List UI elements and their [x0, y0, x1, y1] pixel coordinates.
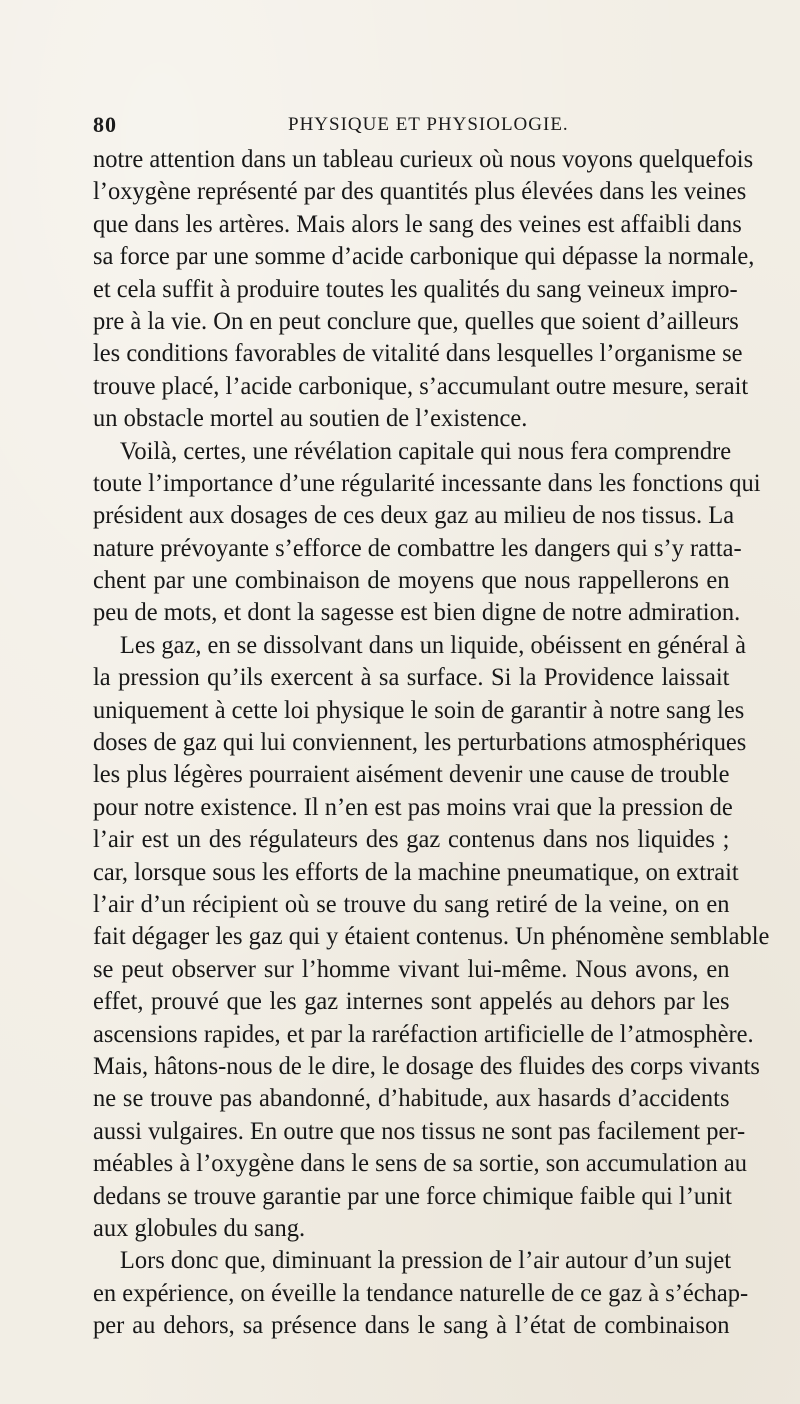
- text-line: Les gaz, en se dissolvant dans un liquide, obéissent en général à: [119, 629, 746, 659]
- text-line: l’air est un des régulateurs des gaz contenus dans nos liquides ;: [93, 824, 730, 854]
- page-number: 80: [93, 112, 117, 137]
- text-line: aux globules du sang.: [93, 1212, 306, 1242]
- running-head: [93, 112, 753, 142]
- text-line: se peut observer sur l’homme vivant lui-même. Nous avons, en: [93, 953, 730, 983]
- text-line: que dans les artères. Mais alors le sang des veines est affaibli dans: [93, 208, 742, 238]
- text-line: peu de mots, et dont la sagesse est bien digne de notre admiration.: [93, 597, 741, 627]
- text-line: les conditions favorables de vitalité dans lesquelles l’organisme se: [93, 338, 743, 368]
- text-line: Lors donc que, diminuant la pression de l’air autour d’un sujet: [119, 1245, 732, 1275]
- paragraph: [93, 435, 761, 629]
- text-line: trouve placé, l’acide carbonique, s’accumulant outre mesure, serait: [93, 370, 749, 400]
- text-line: Voilà, certes, une révélation capitale qui nous fera comprendre: [119, 435, 732, 465]
- text-line: pre à la vie. On en peut conclure que, quelles que soient d’ailleurs: [93, 305, 739, 335]
- text-line: dedans se trouve garantie par une force chimique faible qui l’unit: [93, 1180, 732, 1210]
- text-line: fait dégager les gaz qui y étaient contenus. Un phénomène semblable: [93, 921, 770, 951]
- body-text: [93, 143, 770, 1341]
- text-line: nature prévoyante s’efforce de combattre les dangers qui s’y ratta-: [93, 532, 742, 562]
- text-line: effet, prouvé que les gaz internes sont appelés au dehors par les: [93, 986, 730, 1016]
- text-line: en expérience, on éveille la tendance naturelle de ce gaz à s’échap-: [93, 1277, 749, 1307]
- paragraph: [93, 143, 755, 435]
- text-line: Mais, hâtons-nous de le dire, le dosage des fluides des corps vivants: [93, 1050, 760, 1080]
- text-line: notre attention dans un tableau curieux où nous voyons quelquefois: [93, 144, 754, 173]
- text-line: l’oxygène représenté par des quantités plus élevées dans les veines: [93, 176, 747, 206]
- text-line: sa force par une somme d’acide carbonique qui dépasse la normale,: [93, 241, 755, 271]
- text-line: ne se trouve pas abandonné, d’habitude, aux hasards d’accidents: [93, 1083, 730, 1113]
- text-line: uniquement à cette loi physique le soin de garantir à notre sang les: [93, 694, 745, 724]
- text-line: pour notre existence. Il n’en est pas moins vrai que la pression de: [93, 791, 733, 821]
- text-line: méables à l’oxygène dans le sens de sa sortie, son accumulation au: [93, 1148, 747, 1178]
- text-line: aussi vulgaires. En outre que nos tissus ne sont pas facilement per-: [93, 1115, 746, 1145]
- text-line: per au dehors, sa présence dans le sang à l’état de combinaison: [93, 1310, 730, 1340]
- text-line: toute l’importance d’une régularité incessante dans les fonctions qui: [93, 467, 761, 497]
- running-title: PHYSIQUE ET PHYSIOLOGIE.: [288, 114, 569, 135]
- text-line: et cela suffit à produire toutes les qualités du sang veineux impro-: [93, 273, 738, 303]
- text-line: les plus légères pourraient aisément devenir une cause de trouble: [93, 759, 730, 789]
- paragraph: [93, 1244, 749, 1341]
- text-line: chent par une combinaison de moyens que nous rappellerons en: [93, 565, 730, 595]
- paragraph: [93, 629, 770, 1244]
- text-line: un obstacle mortel au soutien de l’existence.: [93, 403, 528, 433]
- text-line: l’air d’un récipient où se trouve du sang retiré de la veine, on en: [93, 888, 730, 918]
- text-line: président aux dosages de ces deux gaz au milieu de nos tissus. La: [93, 500, 735, 530]
- text-line: car, lorsque sous les efforts de la machine pneumatique, on extrait: [93, 856, 739, 886]
- text-line: ascensions rapides, et par la raréfaction artificielle de l’atmosphère.: [93, 1018, 754, 1048]
- text-line: doses de gaz qui lui conviennent, les perturbations atmosphériques: [93, 727, 747, 757]
- text-line: la pression qu’ils exercent à sa surface. Si la Providence laissait: [93, 662, 730, 692]
